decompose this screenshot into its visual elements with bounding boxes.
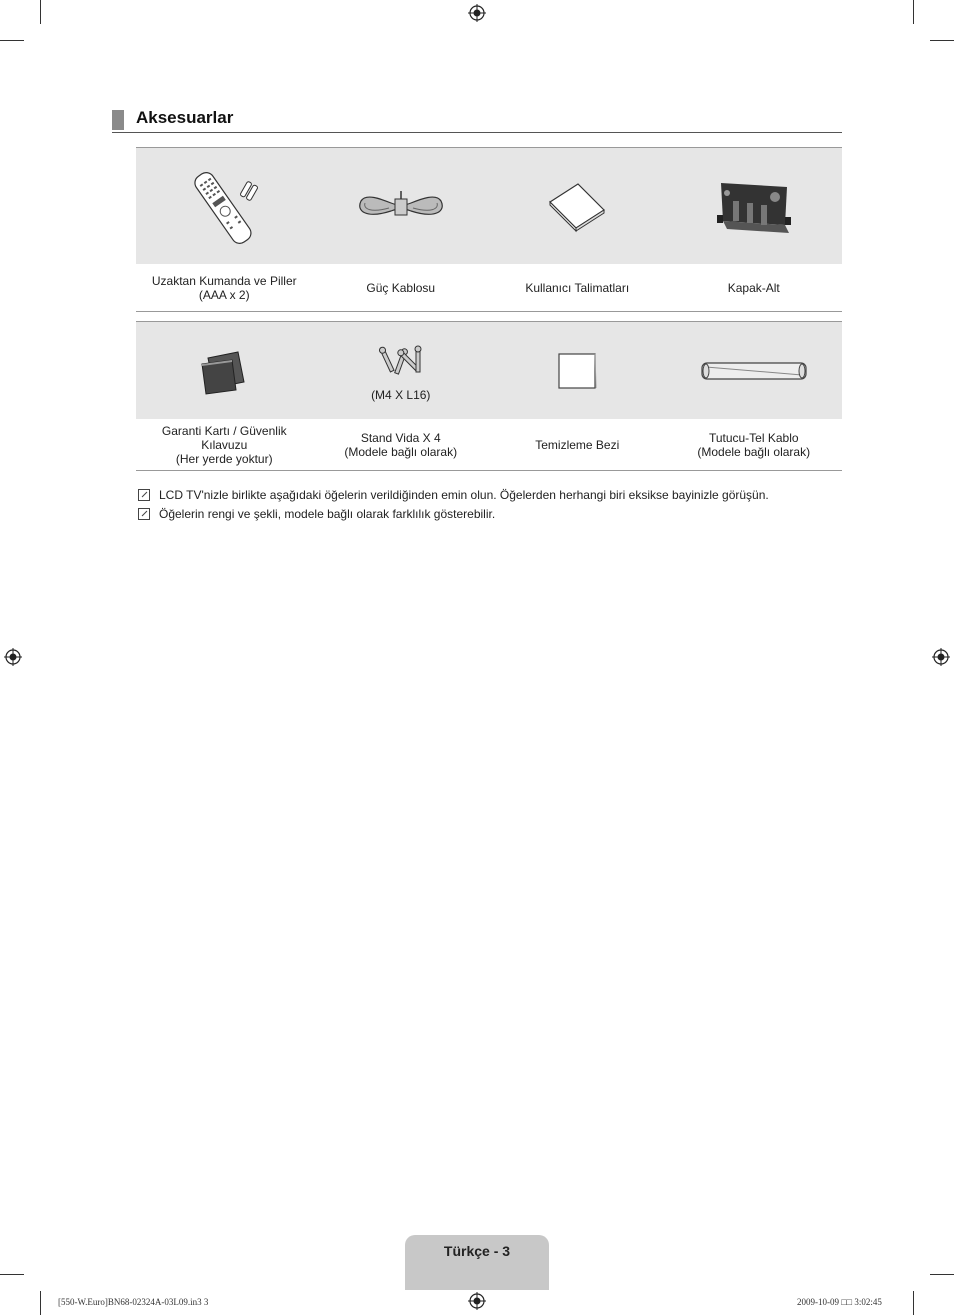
- registration-mark-icon: [4, 648, 22, 666]
- accessory-label-cell: [489, 264, 666, 311]
- accessory-label-cell: [136, 264, 313, 311]
- accessory-image-cell: [666, 148, 843, 264]
- note-text: Öğelerin rengi ve şekli, modele bağlı olarak farklılık gösterebilir.: [159, 507, 496, 521]
- accessory-label: Garanti Kartı / Güvenlik Kılavuzu (Her yerde yoktur): [161, 423, 287, 466]
- accessory-label-cell: [666, 264, 843, 311]
- cleaning-cloth-icon: [555, 351, 599, 391]
- accessory-label-cell: [136, 419, 313, 470]
- accessory-image-cell: [313, 322, 490, 419]
- accessory-label: Tutucu-Tel Kablo (Modele bağlı olarak): [697, 430, 811, 459]
- registration-mark-icon: [468, 4, 486, 22]
- accessory-label-cell: [489, 419, 666, 470]
- accessory-label: Stand Vida X 4 (Modele bağlı olarak): [344, 430, 458, 459]
- accessory-label-cell: [666, 419, 843, 470]
- section-header: [112, 108, 842, 133]
- accessories-table-1: [136, 147, 842, 312]
- image-row: [136, 321, 842, 419]
- accessory-image-cell: [666, 322, 843, 419]
- registration-mark-icon: [932, 648, 950, 666]
- accessory-image-cell: [136, 322, 313, 419]
- manual-icon: [542, 176, 612, 236]
- crop-mark: [0, 40, 24, 41]
- page-number: Türkçe - 3: [443, 1243, 511, 1259]
- registration-mark-icon: [468, 1292, 486, 1310]
- cable-holder-icon: [698, 356, 810, 386]
- crop-mark: [0, 1274, 24, 1275]
- section-title: Aksesuarlar: [136, 108, 234, 127]
- crop-mark: [913, 1291, 914, 1315]
- screws-icon: [376, 344, 426, 384]
- note-item: [138, 488, 769, 502]
- print-info-right: 2009-10-09 □□ 3:02:45: [797, 1297, 882, 1307]
- accessory-label: Temizleme Bezi: [535, 437, 620, 452]
- label-row: [136, 264, 842, 312]
- page-number-tab: [405, 1235, 549, 1290]
- note-text: LCD TV'nizle birlikte aşağıdaki öğelerin verildiğinden emin olun. Öğelerden herhangi biri eksikse bayinizle görüşün.: [159, 488, 769, 502]
- cover-bottom-icon: [709, 171, 799, 241]
- note-icon: [138, 508, 150, 520]
- crop-mark: [40, 1291, 41, 1315]
- note-icon: [138, 489, 150, 501]
- crop-mark: [930, 1274, 954, 1275]
- label-row: [136, 419, 842, 471]
- accessory-image-cell: [136, 148, 313, 264]
- print-info-left: [550-W.Euro]BN68-02324A-03L09.in3 3: [58, 1297, 209, 1307]
- accessory-image-cell: [489, 148, 666, 264]
- accessories-table-2: [136, 321, 842, 471]
- crop-mark: [930, 40, 954, 41]
- warranty-card-icon: [194, 346, 254, 396]
- image-row: [136, 147, 842, 264]
- crop-mark: [913, 0, 914, 24]
- accessory-image-cell: [489, 322, 666, 419]
- accessory-label-cell: [313, 419, 490, 470]
- accessory-label: Kullanıcı Talimatları: [525, 280, 630, 295]
- accessory-label: Uzaktan Kumanda ve Piller (AAA x 2): [151, 273, 297, 302]
- power-cable-icon: [351, 181, 451, 231]
- accessory-image-cell: [313, 148, 490, 264]
- screw-size-caption: (M4 X L16): [371, 388, 431, 402]
- crop-mark: [40, 0, 41, 24]
- accessory-label: Kapak-Alt: [727, 280, 780, 295]
- remote-control-icon: [179, 161, 269, 251]
- accessory-label-cell: [313, 264, 490, 311]
- note-item: [138, 507, 495, 521]
- accessory-label: Güç Kablosu: [366, 280, 436, 295]
- section-marker: [112, 110, 124, 130]
